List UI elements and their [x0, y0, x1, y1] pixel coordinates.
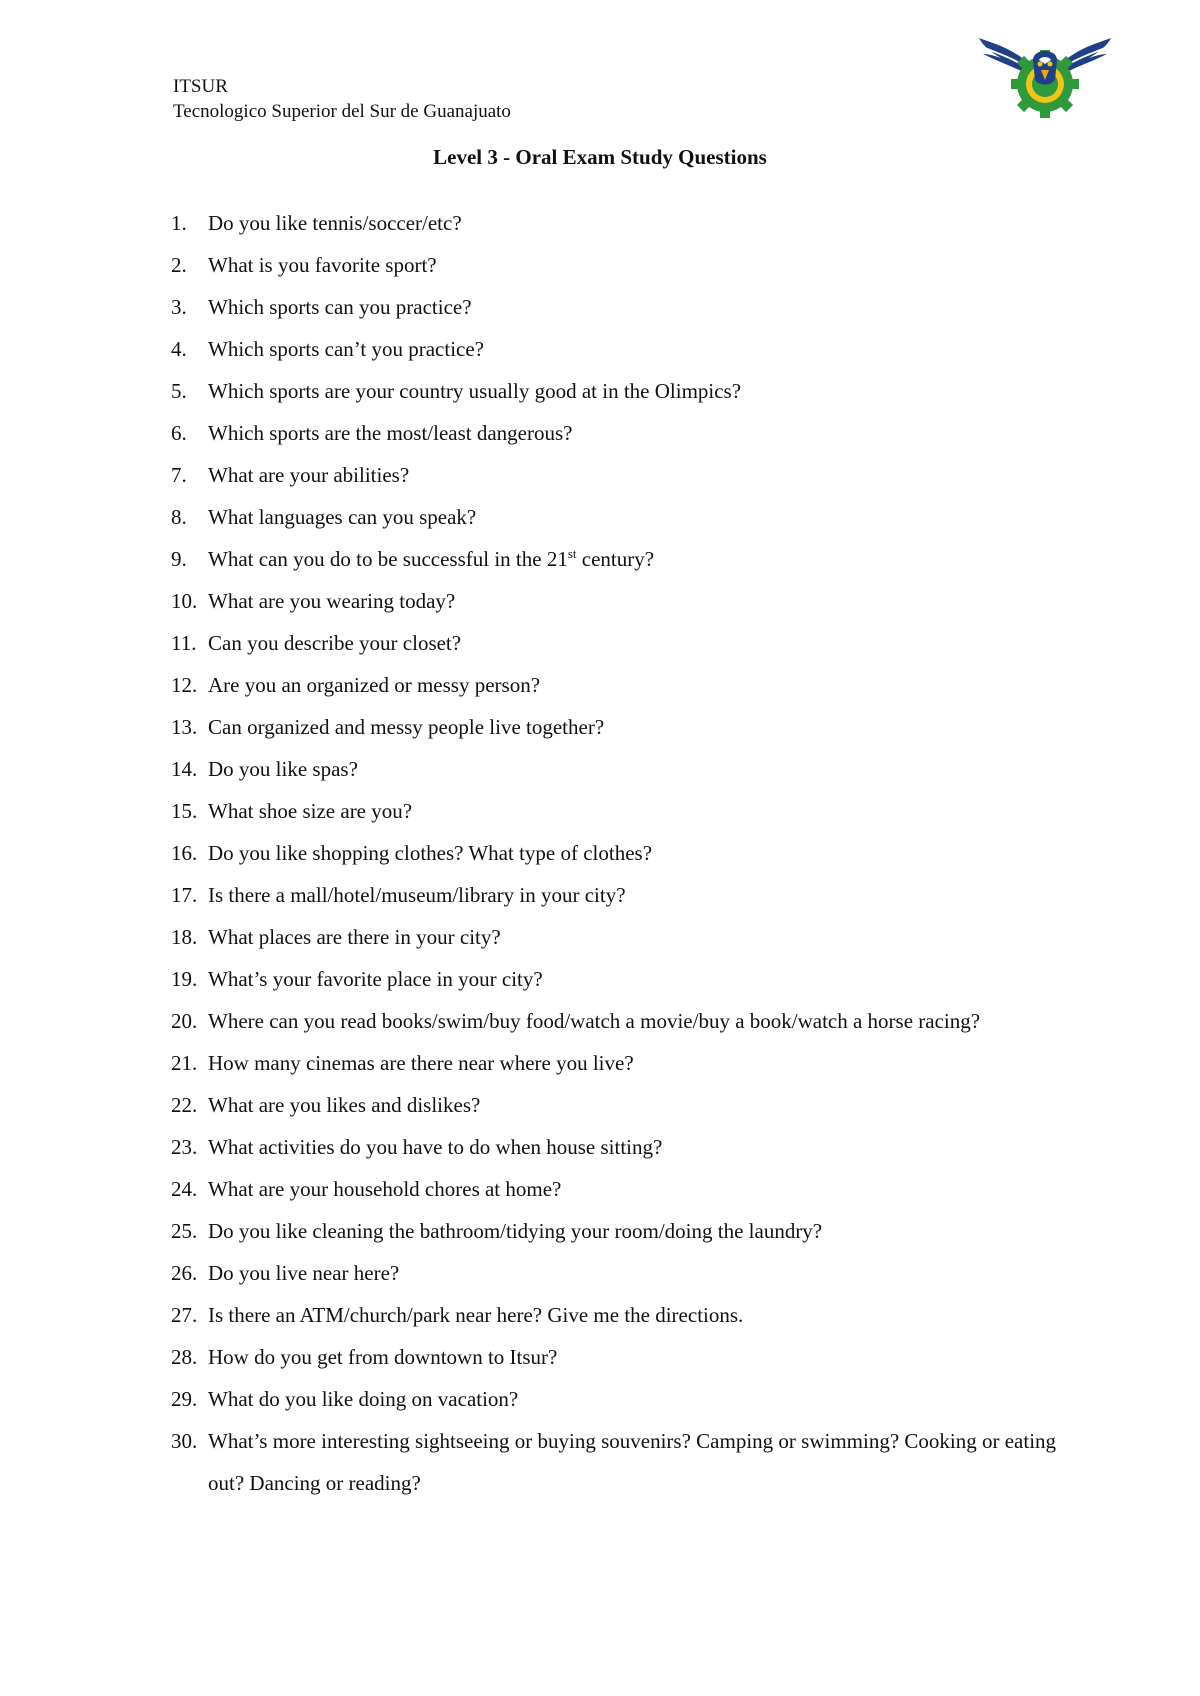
question-item	[171, 1252, 1071, 1294]
question-text: How many cinemas are there near where you live?	[208, 1051, 634, 1075]
question-number: 13.	[171, 715, 198, 739]
page-title: Level 3 - Oral Exam Study Questions	[433, 145, 767, 169]
question-number: 11.	[171, 631, 197, 655]
question-item	[171, 1000, 1071, 1042]
question-list	[171, 202, 1071, 1504]
question-text: Which sports can’t you practice?	[208, 337, 485, 361]
question-number: 28.	[171, 1345, 198, 1369]
question-item	[171, 958, 1071, 1000]
header-institution-short: ITSUR	[173, 76, 228, 97]
question-item	[171, 1420, 1071, 1504]
question-text: Which sports can you practice?	[208, 295, 472, 319]
question-number: 26.	[171, 1261, 198, 1285]
question-item	[171, 1336, 1071, 1378]
question-number: 30.	[171, 1429, 198, 1453]
question-item	[171, 202, 1071, 244]
question-item	[171, 454, 1071, 496]
question-number: 27.	[171, 1303, 198, 1327]
question-item	[171, 286, 1071, 328]
question-item	[171, 916, 1071, 958]
question-item	[171, 1168, 1071, 1210]
question-text: What is you favorite sport?	[208, 253, 437, 277]
question-text: How do you get from downtown to Itsur?	[208, 1345, 558, 1369]
question-item	[171, 874, 1071, 916]
question-item	[171, 1378, 1071, 1420]
eagle-gear-logo-icon	[975, 28, 1115, 120]
question-item	[171, 1294, 1071, 1336]
question-item	[171, 1210, 1071, 1252]
question-number: 5.	[171, 379, 187, 403]
question-item	[171, 790, 1071, 832]
question-number: 12.	[171, 673, 198, 697]
question-text: Can organized and messy people live together?	[208, 715, 605, 739]
question-text: What’s your favorite place in your city?	[208, 967, 543, 991]
question-text: Is there an ATM/church/park near here? Give me the directions.	[208, 1303, 744, 1327]
question-item	[171, 1084, 1071, 1126]
question-number: 20.	[171, 1009, 198, 1033]
question-text-part: What can you do to be successful in the 21	[208, 547, 568, 571]
question-text: What languages can you speak?	[208, 505, 477, 529]
question-text: What activities do you have to do when house sitting?	[208, 1135, 663, 1159]
header	[173, 74, 511, 124]
question-number: 10.	[171, 589, 198, 613]
question-number: 21.	[171, 1051, 198, 1075]
question-number: 29.	[171, 1387, 198, 1411]
question-item	[171, 706, 1071, 748]
question-text-part: century?	[576, 547, 655, 571]
question-item	[171, 580, 1071, 622]
question-text: Which sports are your country usually good at in the Olimpics?	[208, 379, 742, 403]
question-number: 4.	[171, 337, 187, 361]
question-text: Where can you read books/swim/buy food/watch a movie/buy a book/watch a horse racing?	[208, 1009, 981, 1033]
question-text: Do you like spas?	[208, 757, 358, 781]
question-number: 18.	[171, 925, 198, 949]
question-item	[171, 244, 1071, 286]
ordinal-suffix: st	[567, 546, 577, 561]
question-number: 6.	[171, 421, 187, 445]
question-number: 16.	[171, 841, 198, 865]
question-text: What are your household chores at home?	[208, 1177, 562, 1201]
question-item	[171, 748, 1071, 790]
question-number: 3.	[171, 295, 187, 319]
question-text: Do you live near here?	[208, 1261, 400, 1285]
question-number: 23.	[171, 1135, 198, 1159]
question-text: What shoe size are you?	[208, 799, 413, 823]
question-text: Can you describe your closet?	[208, 631, 462, 655]
question-number: 25.	[171, 1219, 198, 1243]
question-number: 22.	[171, 1093, 198, 1117]
question-text: What’s more interesting sightseeing or buying souvenirs? Camping or swimming? Cooking or eating out? Dancing or reading?	[208, 1429, 1057, 1495]
question-item	[171, 496, 1071, 538]
question-text: What are you likes and dislikes?	[208, 1093, 481, 1117]
question-item	[171, 412, 1071, 454]
question-item	[171, 664, 1071, 706]
header-institution-full: Tecnologico Superior del Sur de Guanajuato	[173, 101, 511, 122]
question-item	[171, 832, 1071, 874]
question-number: 7.	[171, 463, 187, 487]
question-item	[171, 1126, 1071, 1168]
question-number: 2.	[171, 253, 187, 277]
question-text: What places are there in your city?	[208, 925, 501, 949]
question-text: What are your abilities?	[208, 463, 410, 487]
question-item	[171, 370, 1071, 412]
question-number: 8.	[171, 505, 187, 529]
question-item	[171, 622, 1071, 664]
question-number: 1.	[171, 211, 187, 235]
question-item	[171, 1042, 1071, 1084]
question-number: 14.	[171, 757, 198, 781]
question-number: 9.	[171, 547, 187, 571]
question-text: What are you wearing today?	[208, 589, 456, 613]
question-text: Are you an organized or messy person?	[208, 673, 541, 697]
question-number: 17.	[171, 883, 198, 907]
question-item	[171, 538, 1071, 580]
question-number: 19.	[171, 967, 198, 991]
question-item	[171, 328, 1071, 370]
question-text: What do you like doing on vacation?	[208, 1387, 519, 1411]
question-text: Do you like cleaning the bathroom/tidying your room/doing the laundry?	[208, 1219, 823, 1243]
question-text: Is there a mall/hotel/museum/library in your city?	[208, 883, 626, 907]
question-text	[208, 538, 1071, 580]
question-text: Do you like tennis/soccer/etc?	[208, 211, 462, 235]
question-number: 24.	[171, 1177, 198, 1201]
question-number: 15.	[171, 799, 198, 823]
question-text: Which sports are the most/least dangerous?	[208, 421, 573, 445]
question-text: Do you like shopping clothes? What type of clothes?	[208, 841, 653, 865]
